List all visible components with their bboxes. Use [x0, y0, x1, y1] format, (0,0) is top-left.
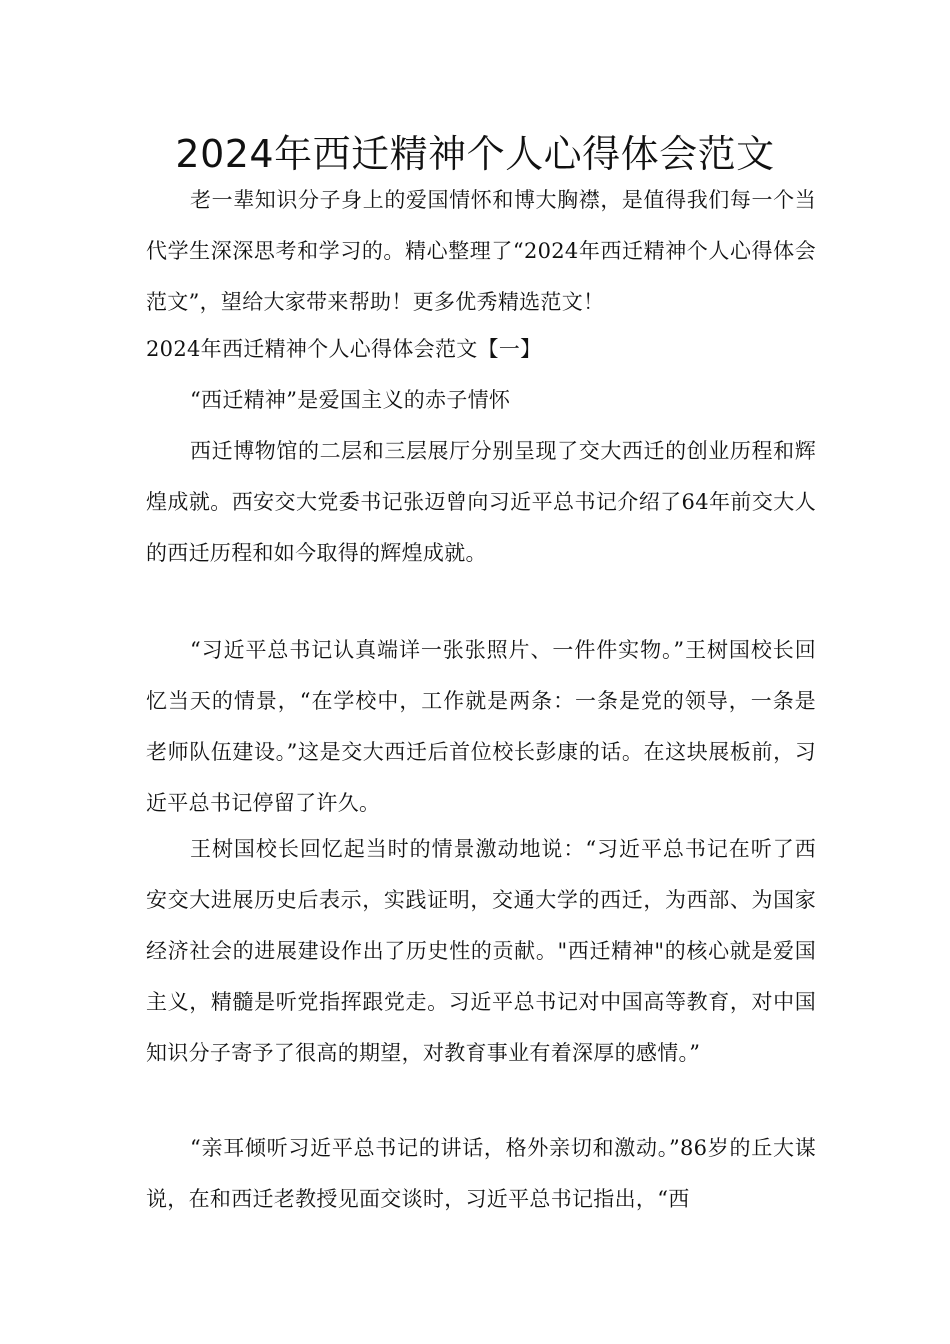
subheading: “西迁精神”是爱国主义的赤子情怀 [190, 388, 511, 412]
section-heading: 2024年西迁精神个人心得体会范文【一】 [146, 337, 542, 361]
body-paragraph: 西迁博物馆的二层和三层展厅分别呈现了交大西迁的创业历程和辉煌成就。西安交大党委书记张迈曾向习近平总书记介绍了64年前交大人的西迁历程和如今取得的辉煌成就。 [146, 439, 816, 565]
body-paragraph: “习近平总书记认真端详一张张照片、一件件实物。”王树国校长回忆当天的情景，“在学校中，工作就是两条：一条是党的领导，一条是老师队伍建设。”这是交大西迁后首位校长彭康的话。在这块展板前，习近平总书记停留了许久。 [146, 638, 816, 815]
document-title: 2024年西迁精神个人心得体会范文 [175, 132, 775, 176]
body-paragraph: “亲耳倾听习近平总书记的讲话，格外亲切和激动。”86岁的丘大谋说，在和西迁老教授见面交谈时，习近平总书记指出，“西 [146, 1136, 816, 1211]
body-paragraph: 王树国校长回忆起当时的情景激动地说：“习近平总书记在听了西安交大进展历史后表示，实践证明，交通大学的西迁，为西部、为国家经济社会的进展建设作出了历史性的贡献。"西迁精神"的核心就是爱国主义，精髓是听党指挥跟党走。习近平总书记对中国高等教育，对中国知识分子寄予了很高的期望，对教育事业有着深厚的感情。” [146, 837, 816, 1065]
intro-paragraph: 老一辈知识分子身上的爱国情怀和博大胸襟，是值得我们每一个当代学生深深思考和学习的。精心整理了“2024年西迁精神个人心得体会范文”，望给大家带来帮助！更多优秀精选范文！ [146, 188, 816, 314]
